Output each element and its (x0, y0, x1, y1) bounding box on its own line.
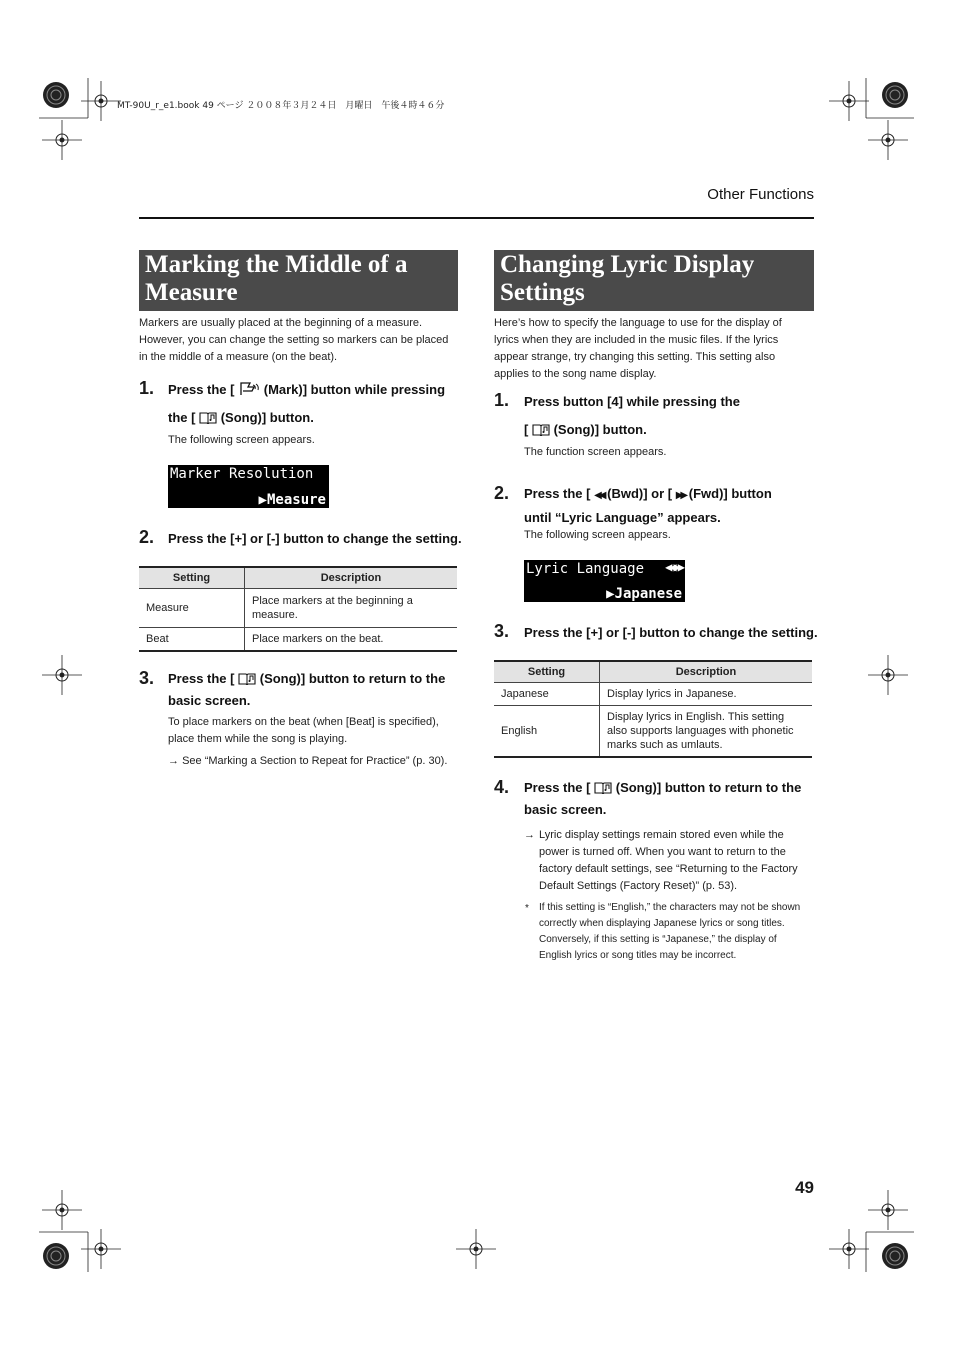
right-step1-sub: The function screen appears. (524, 446, 667, 458)
step-number: 2. (139, 527, 155, 547)
book-info: MT-90U_r_e1.book 49 ページ ２００８年３月２４日 月曜日 午後４時４６分 (117, 101, 445, 111)
table-header: Description (245, 567, 458, 589)
right-arrow-icon: ▶ (606, 586, 615, 602)
table-cell: Place markers at the beginning a measure. (245, 589, 458, 628)
left-step2-text: Press the [+] or [-] button to change the setting. (168, 531, 462, 546)
step-number: 3. (494, 621, 510, 641)
right-step2-sub: The following screen appears. (524, 529, 671, 541)
table-header-row (494, 661, 812, 683)
lcd-line1: Marker Resolution (170, 466, 314, 482)
section-label: Other Functions (707, 186, 814, 203)
rewind-icon: ◀◀ (594, 490, 604, 501)
left-step3-sub: To place markers on the beat (when [Beat] is specified), place them while the song is playing. (168, 716, 439, 745)
top-rule (139, 217, 814, 219)
table-row (139, 589, 457, 628)
left-step3-text: Press the [ (Song)] button to return to the basic screen. (168, 671, 446, 708)
left-step1-text: Press the [ (Mark)] button while pressing the [ (Song)] button. (168, 382, 446, 425)
left-section-title: Marking the Middle of a Measure (139, 250, 458, 311)
table-row (494, 683, 812, 706)
right-arrow-icon: ▶ (258, 492, 267, 508)
table-header: Setting (139, 567, 245, 589)
page-number: 49 (795, 1178, 814, 1197)
left-step1-sub: The following screen appears. (168, 434, 315, 446)
step-number: 3. (139, 668, 155, 688)
marker-flag-icon (238, 382, 260, 396)
lcd-line2: ▶Measure (258, 492, 326, 508)
step-number: 2. (494, 483, 510, 503)
left-step3-ref: → See “Marking a Section to Repeat for Practice” (p. 30). (168, 755, 448, 767)
song-book-icon (532, 423, 550, 436)
table-cell: Measure (139, 589, 245, 628)
right-step2-text: Press the [ ◀◀ (Bwd)] or [ ▶▶ (Fwd)] button until “Lyric Language” appears. (524, 486, 772, 525)
note-marker: * (525, 903, 529, 914)
table-header-row (139, 567, 457, 589)
right-step4-ref: Lyric display settings remain stored even while the power is turned off. When you want to return to the factory default settings, see “Returning to the Factory Default Settings (Factory Reset)” (p. 53). (539, 829, 798, 892)
table-row (139, 628, 457, 652)
left-settings-table (139, 566, 457, 652)
right-intro: Here’s how to specify the language to use for the display of lyrics when they are included in the music files. If the lyrics appear strange, try changing this setting. This setting also applies to the song name display. (494, 317, 782, 380)
lcd-screen (524, 560, 685, 602)
lcd-line1: Lyric Language (526, 561, 645, 577)
right-step4-text: Press the [ (Song)] button to return to the basic screen. (524, 780, 802, 817)
fast-forward-icon: ▶▶ (675, 490, 686, 501)
table-header: Description (600, 661, 813, 683)
table-cell: Display lyrics in Japanese. (600, 683, 813, 706)
table-cell: Place markers on the beat. (245, 628, 458, 652)
table-cell: Beat (139, 628, 245, 652)
lcd-line2: ▶Japanese (606, 586, 682, 602)
step-number: 4. (494, 777, 510, 797)
song-book-icon (238, 672, 256, 685)
table-cell: English (494, 706, 600, 758)
table-cell: Display lyrics in English. This setting also supports languages with phonetic marks such as umlauts. (600, 706, 813, 758)
step-number: 1. (139, 378, 155, 398)
right-step1-text: Press button [4] while pressing the [ (Song)] button. (524, 394, 740, 437)
lcd-arrows-icon: ◀◀▶▶ (665, 560, 682, 574)
table-header: Setting (494, 661, 600, 683)
step-number: 1. (494, 390, 510, 410)
arrow-icon: → (168, 755, 183, 767)
right-step4-note: If this setting is “English,” the characters may not be shown correctly when displaying Japanese lyrics or song titles. Conversely, if this setting is “Japanese,” the display of English lyrics or song titles may be incorrect. (539, 902, 801, 961)
right-step3-text: Press the [+] or [-] button to change the setting. (524, 625, 818, 640)
song-book-icon (594, 781, 612, 794)
song-book-icon (199, 411, 217, 424)
arrow-icon: → (524, 829, 535, 841)
left-intro: Markers are usually placed at the beginning of a measure. However, you can change the setting so markers can be placed in the middle of a measure (on the beat). (139, 317, 449, 363)
table-row (494, 706, 812, 758)
right-section-title: Changing Lyric Display Settings (494, 250, 814, 311)
right-settings-table (494, 660, 812, 758)
table-cell: Japanese (494, 683, 600, 706)
lcd-screen (168, 465, 329, 508)
